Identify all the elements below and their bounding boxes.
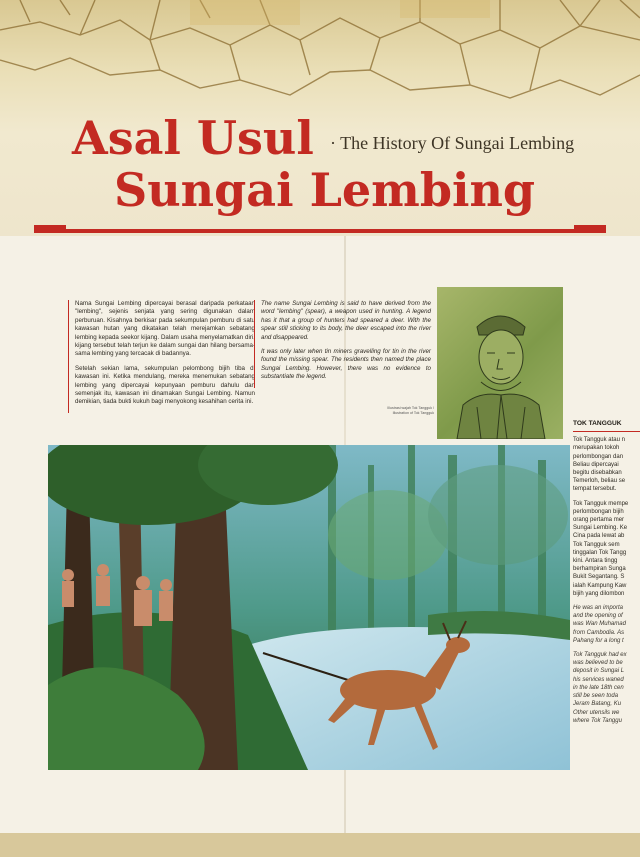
crack-pattern <box>0 0 640 110</box>
title-line-1: Asal Usul <box>72 111 314 165</box>
english-paragraph-1: The name Sungai Lembing is said to have derived from the word "lembing" (spear), a weapon used in hunting. A legend has it that a group of hunters had speared a deer. With the spear still sticking to its body, the deer escaped into the river and disappeared. <box>261 300 431 341</box>
malay-paragraph-1: Nama Sungai Lembing dipercayai berasal daripada perkataan "lembing", sejenis senjata yang sering digunakan dalam perburuan. Kisahnya berkisar pada sekumpulan pemburu di satu kawasan hutan yang dikatakan telah merejamkan sebatang lembing kepada seekor kijang. Dalam usaha menyelamatkan diri, kijang tersebut telah terjun ke dalam sungai dan hilang bersama-sama lembing yang tercacak di badannya. <box>75 300 255 358</box>
side-english-paragraph-1: He was an importa and the opening of was Wan Muhamad from Cambodia. As Pahang for a long t <box>573 605 626 644</box>
header-divider <box>34 229 606 233</box>
tok-tangguk-portrait <box>437 287 563 439</box>
english-story-text <box>254 300 431 388</box>
page-title <box>72 112 535 216</box>
tok-tangguk-column <box>573 420 640 731</box>
title-line-2: Sungai Lembing <box>114 163 536 217</box>
malay-paragraph-2: Setelah sekian lama, sekumpulan pelombong bijih tiba di kawasan ini. Ketika mendulang, mereka menemukan sebatang lembing yang dipercayai kepunyaan pemburu dahulu dan semenjak itu, kawasan ini dinamakan Sungai Lembing. Namun demikian, tiada bukti kukuh bagi menyokong kesahihan cerita ini. <box>75 364 255 406</box>
hunting-scene-painting <box>48 445 570 770</box>
side-malay-paragraph-1: Tok Tangguk atau n merupakan tokoh perlombongan dan Beliau dipercayai begitu disebabkan Temerloh, beliau se tempat tersebut. <box>573 437 626 493</box>
page-subtitle: · The History Of Sungai Lembing <box>330 133 575 153</box>
side-malay-paragraph-2: Tok Tangguk mempe perlombongan bijih orang pertama mer Sungai Lembing. Ke Cina pada lewat ab Tok Tangguk sem tinggalan Tok Tangg kini. Antara tingg berhampiran Sunga Bukit Segantang. S ialah Kampung Kaw bijih yang dilombon <box>573 500 629 597</box>
tok-tangguk-heading: TOK TANGGUK <box>573 420 640 432</box>
english-paragraph-2: It was only later when tin miners gravelling for tin in the river found the missing spear. The residents then named the place Sungai Lembing. However, there was no evidence to substantiate the legend. <box>261 348 431 381</box>
portrait-illustration <box>437 287 563 439</box>
board-bottom-strip <box>0 833 640 857</box>
malay-story-text <box>68 300 255 413</box>
portrait-caption: Illustrasi wajah Tok Tangguk / Illustration of Tok Tangguk <box>387 406 434 415</box>
forest-river-painting <box>48 445 570 770</box>
side-english-paragraph-2: Tok Tangguk had ex was believed to be deposit in Sungai L his services waned in the late 18th cen still be seen toda Jeram Batang, Ku Other utensils we where Tok Tanggu <box>573 652 627 724</box>
